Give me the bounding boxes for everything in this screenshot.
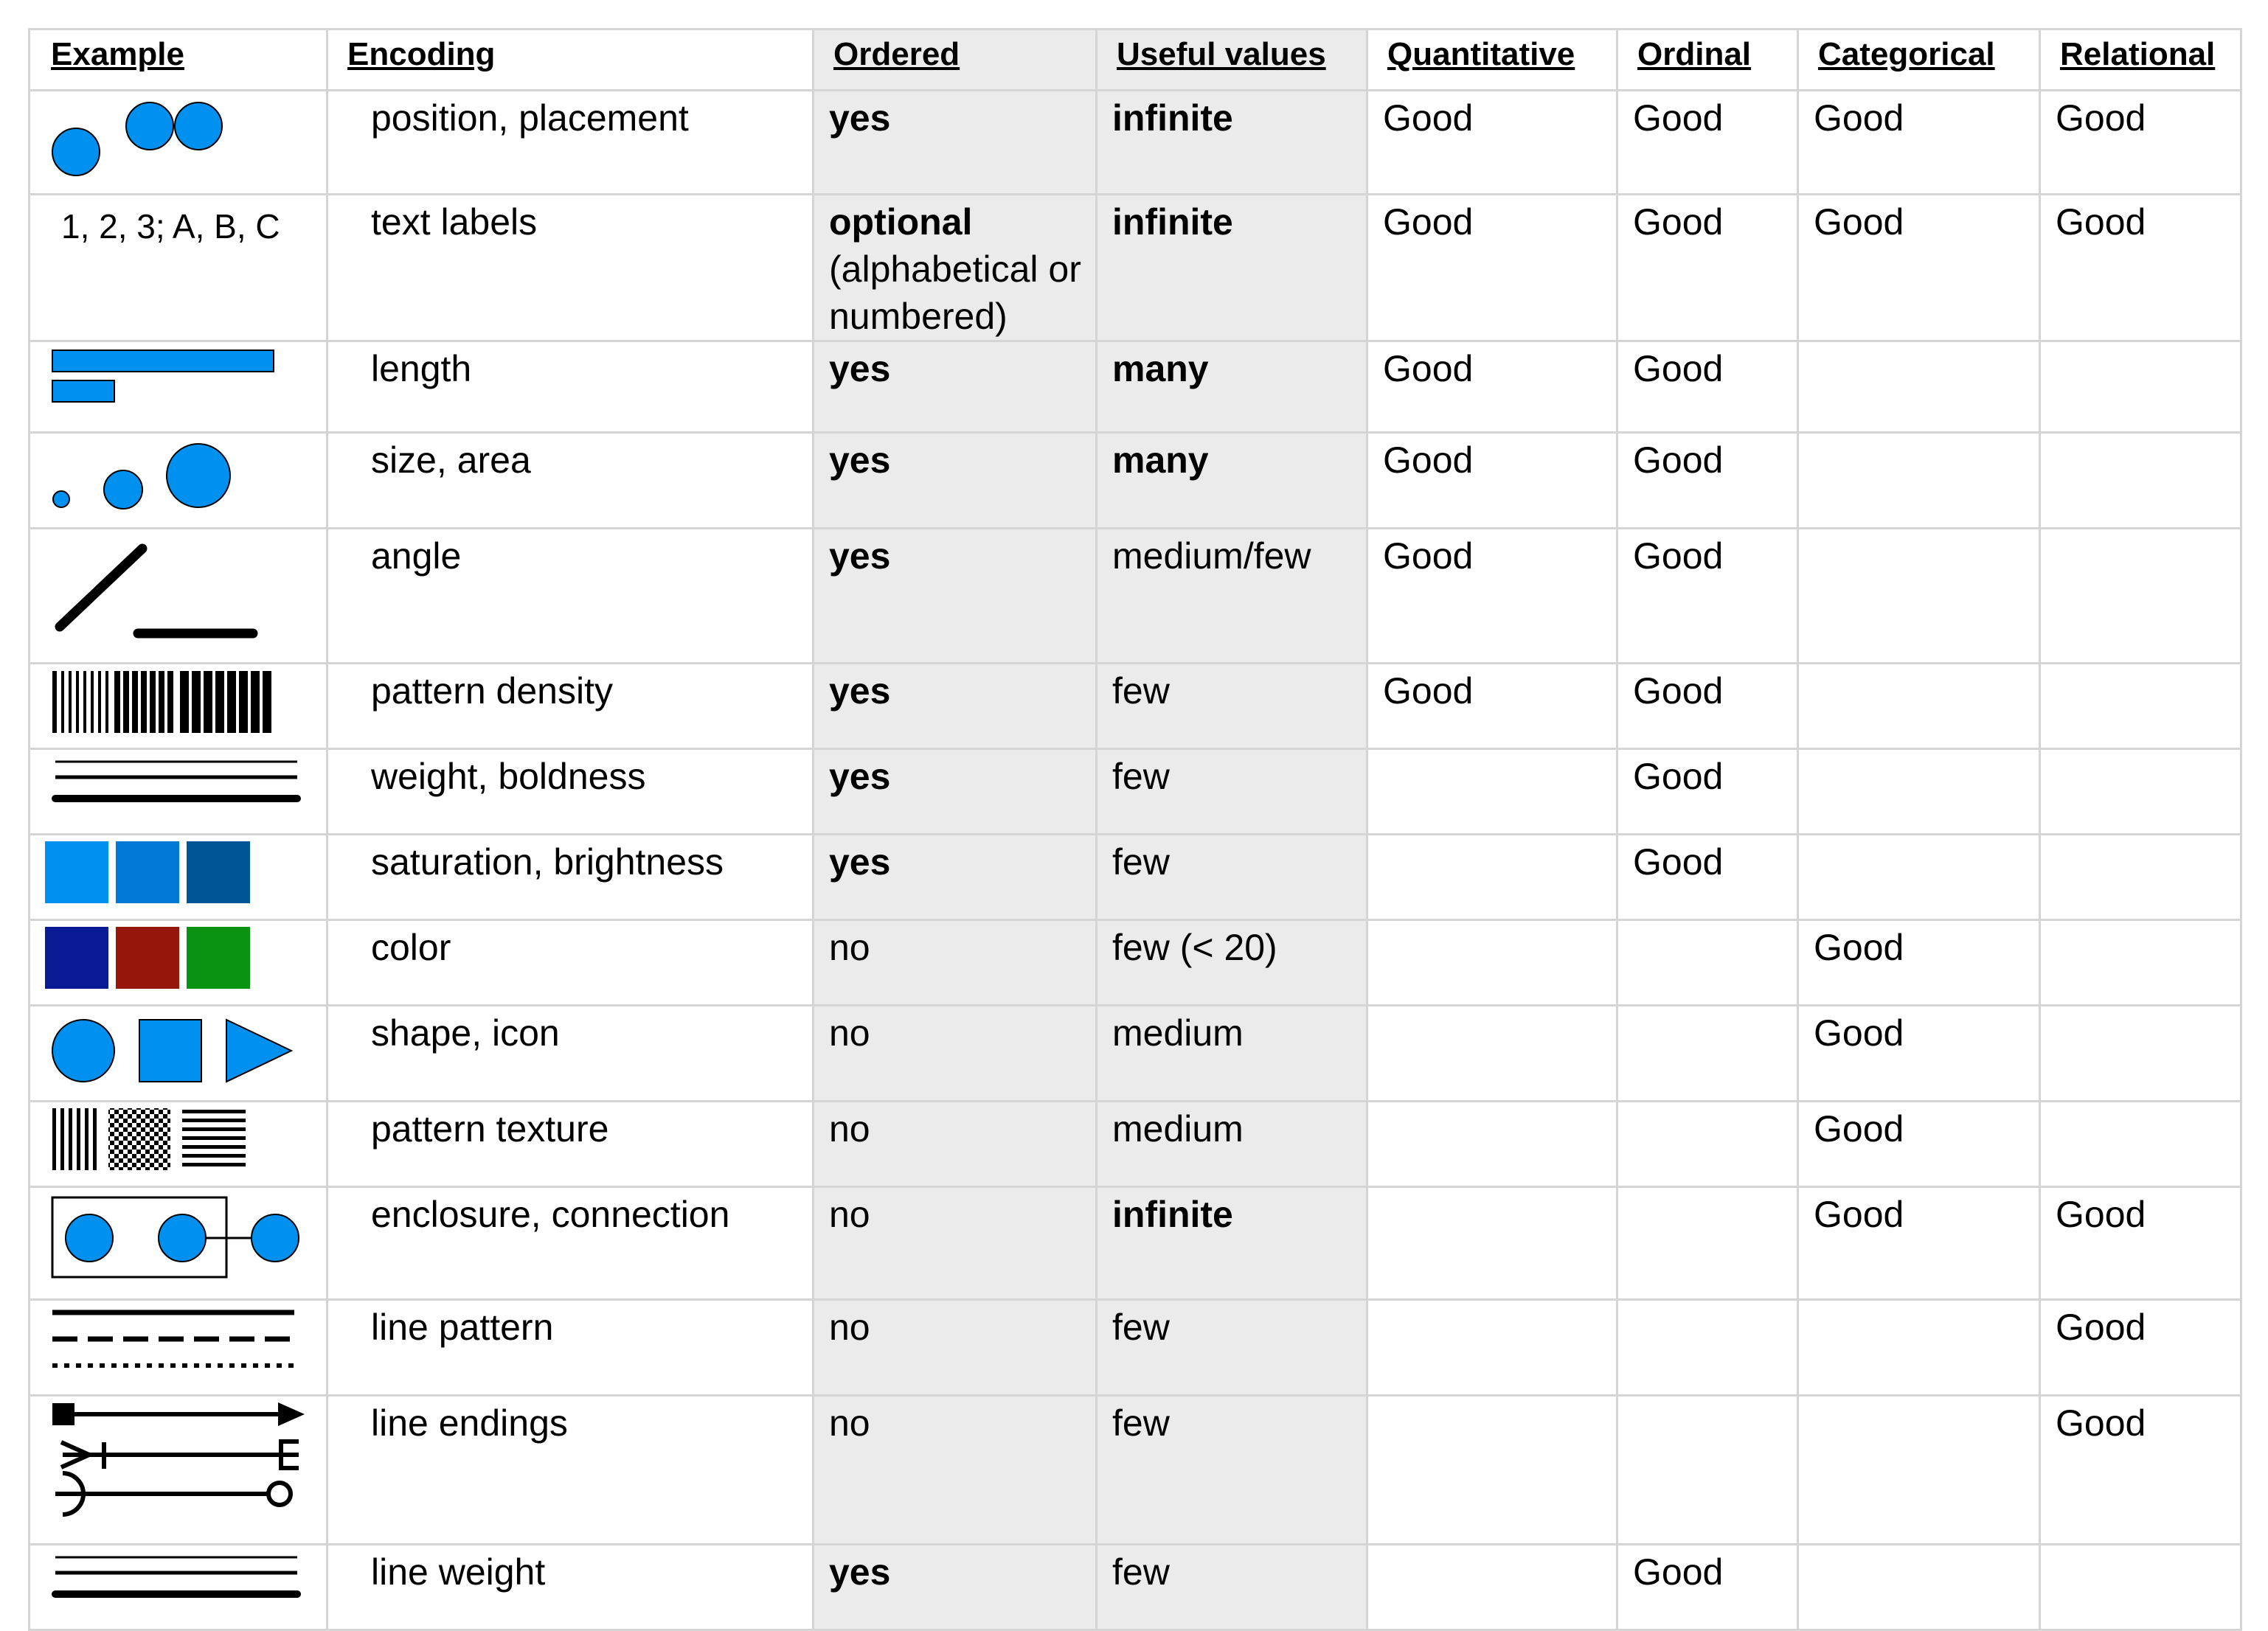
useful-cell: few	[1097, 1396, 1367, 1545]
example-cell	[30, 1300, 327, 1396]
example-cell	[30, 1545, 327, 1630]
encoding-cell: weight, boldness	[327, 749, 814, 835]
relational-cell	[2040, 749, 2241, 835]
categorical-cell	[1798, 664, 2040, 749]
encoding-cell: size, area	[327, 433, 814, 529]
ordered-cell: yes	[814, 433, 1097, 529]
length-bars-icon	[30, 345, 325, 431]
ordered-cell: no	[814, 920, 1097, 1006]
encoding-cell: pattern texture	[327, 1102, 814, 1187]
relational-cell	[2040, 1006, 2241, 1102]
ordered-cell: no	[814, 1396, 1097, 1545]
ordinal-cell	[1617, 1300, 1798, 1396]
relational-cell: Good	[2040, 91, 2241, 195]
ordered-cell: yes	[814, 91, 1097, 195]
saturation-swatches-icon	[30, 838, 325, 919]
header-example: Example	[30, 29, 327, 91]
table-row	[30, 529, 2241, 664]
ordered-cell: no	[814, 1187, 1097, 1300]
ordered-cell: yes	[814, 664, 1097, 749]
categorical-cell: Good	[1798, 1187, 2040, 1300]
header-quantitative: Quantitative	[1367, 29, 1617, 91]
categorical-cell	[1798, 529, 2040, 664]
header-ordered: Ordered	[814, 29, 1097, 91]
quantitative-cell	[1367, 1102, 1617, 1187]
relational-cell	[2040, 664, 2241, 749]
ordered-cell: yes	[814, 1545, 1097, 1630]
quantitative-cell	[1367, 1300, 1617, 1396]
table-row	[30, 1545, 2241, 1630]
enclosure-connection-icon	[30, 1191, 325, 1298]
categorical-cell	[1798, 835, 2040, 920]
quantitative-cell	[1367, 835, 1617, 920]
saturation-swatch	[187, 841, 250, 903]
ordered-cell: no	[814, 1300, 1097, 1396]
example-cell	[30, 664, 327, 749]
ordered-cell: yes	[814, 835, 1097, 920]
example-cell	[30, 1006, 327, 1102]
categorical-cell: Good	[1798, 1006, 2040, 1102]
ordered-cell: yes	[814, 749, 1097, 835]
color-swatch	[187, 927, 250, 989]
shape-icons-icon	[30, 1009, 325, 1100]
example-cell	[30, 1102, 327, 1187]
categorical-cell	[1798, 1300, 2040, 1396]
categorical-cell: Good	[1798, 1102, 2040, 1187]
quantitative-cell	[1367, 1396, 1617, 1545]
color-swatch	[116, 927, 179, 989]
example-cell	[30, 749, 327, 835]
encoding-cell: position, placement	[327, 91, 814, 195]
encoding-cell: pattern density	[327, 664, 814, 749]
quantitative-cell	[1367, 920, 1617, 1006]
useful-cell: few	[1097, 664, 1367, 749]
header-encoding: Encoding	[327, 29, 814, 91]
color-swatches-icon	[30, 924, 325, 1004]
useful-cell: infinite	[1097, 195, 1367, 341]
useful-cell: many	[1097, 433, 1367, 529]
categorical-cell	[1798, 1545, 2040, 1630]
header-categorical: Categorical	[1798, 29, 2040, 91]
categorical-cell: Good	[1798, 920, 2040, 1006]
useful-cell: few	[1097, 749, 1367, 835]
saturation-swatch	[45, 841, 108, 903]
pattern-texture-icon	[30, 1105, 325, 1186]
relational-cell	[2040, 1545, 2241, 1630]
ordered-cell	[814, 195, 1097, 341]
example-cell	[30, 341, 327, 433]
ordinal-cell: Good	[1617, 341, 1798, 433]
quantitative-cell	[1367, 1545, 1617, 1630]
encoding-cell: text labels	[327, 195, 814, 341]
ordered-value: optional	[829, 201, 973, 243]
quantitative-cell	[1367, 1006, 1617, 1102]
useful-cell: infinite	[1097, 1187, 1367, 1300]
useful-cell: few	[1097, 1545, 1367, 1630]
ordered-cell: yes	[814, 341, 1097, 433]
categorical-cell	[1798, 433, 2040, 529]
weight-lines-icon	[30, 753, 325, 833]
header-ordinal: Ordinal	[1617, 29, 1798, 91]
ordered-cell: no	[814, 1102, 1097, 1187]
angle-lines-icon	[30, 532, 325, 662]
ordinal-cell	[1617, 1006, 1798, 1102]
example-cell	[30, 1396, 327, 1545]
encoding-cell: angle	[327, 529, 814, 664]
categorical-cell	[1798, 749, 2040, 835]
relational-cell: Good	[2040, 1300, 2241, 1396]
quantitative-cell: Good	[1367, 341, 1617, 433]
table-row	[30, 1006, 2241, 1102]
relational-cell	[2040, 920, 2241, 1006]
line-pattern-icon	[30, 1304, 325, 1394]
useful-cell: few	[1097, 1300, 1367, 1396]
ordinal-cell: Good	[1617, 195, 1798, 341]
position-placement-icon	[30, 94, 325, 193]
table-row	[30, 433, 2241, 529]
table-row	[30, 749, 2241, 835]
table-row	[30, 664, 2241, 749]
encoding-table	[28, 28, 2242, 1631]
categorical-cell: Good	[1798, 195, 2040, 341]
table-row	[30, 91, 2241, 195]
ordinal-cell	[1617, 1102, 1798, 1187]
ordinal-cell: Good	[1617, 749, 1798, 835]
header-row	[30, 29, 2241, 91]
encoding-cell: line weight	[327, 1545, 814, 1630]
table-row	[30, 1187, 2241, 1300]
line-endings-icon	[30, 1399, 325, 1543]
saturation-swatch	[116, 841, 179, 903]
quantitative-cell: Good	[1367, 91, 1617, 195]
useful-cell: medium	[1097, 1102, 1367, 1187]
example-cell	[30, 195, 327, 341]
ordered-cell: yes	[814, 529, 1097, 664]
encoding-cell: length	[327, 341, 814, 433]
table-row	[30, 835, 2241, 920]
quantitative-cell	[1367, 1187, 1617, 1300]
ordinal-cell	[1617, 1187, 1798, 1300]
useful-cell: few (< 20)	[1097, 920, 1367, 1006]
line-weight-icon	[30, 1548, 325, 1629]
relational-cell: Good	[2040, 195, 2241, 341]
quantitative-cell	[1367, 749, 1617, 835]
encoding-cell: line endings	[327, 1396, 814, 1545]
encoding-cell: line pattern	[327, 1300, 814, 1396]
example-cell	[30, 529, 327, 664]
table-row	[30, 195, 2241, 341]
encoding-cell: shape, icon	[327, 1006, 814, 1102]
text-labels-example: 1, 2, 3; A, B, C	[61, 207, 280, 246]
ordered-cell: no	[814, 1006, 1097, 1102]
color-swatch	[45, 927, 108, 989]
ordinal-cell	[1617, 920, 1798, 1006]
ordinal-cell: Good	[1617, 1545, 1798, 1630]
example-cell	[30, 1187, 327, 1300]
encoding-cell: color	[327, 920, 814, 1006]
size-area-circles-icon	[30, 437, 325, 527]
useful-cell: few	[1097, 835, 1367, 920]
relational-cell	[2040, 433, 2241, 529]
table-row	[30, 1396, 2241, 1545]
quantitative-cell: Good	[1367, 664, 1617, 749]
quantitative-cell: Good	[1367, 433, 1617, 529]
quantitative-cell: Good	[1367, 529, 1617, 664]
ordinal-cell: Good	[1617, 529, 1798, 664]
encoding-cell: saturation, brightness	[327, 835, 814, 920]
table-row	[30, 1102, 2241, 1187]
ordinal-cell: Good	[1617, 835, 1798, 920]
useful-cell: medium	[1097, 1006, 1367, 1102]
useful-cell: medium/few	[1097, 529, 1367, 664]
table-row	[30, 1300, 2241, 1396]
table-row	[30, 341, 2241, 433]
encoding-cell: enclosure, connection	[327, 1187, 814, 1300]
ordinal-cell	[1617, 1396, 1798, 1545]
ordinal-cell: Good	[1617, 433, 1798, 529]
pattern-density-barcode-icon	[30, 667, 325, 748]
ordinal-cell: Good	[1617, 664, 1798, 749]
table-row	[30, 920, 2241, 1006]
header-relational: Relational	[2040, 29, 2241, 91]
example-cell	[30, 91, 327, 195]
relational-cell	[2040, 529, 2241, 664]
example-cell	[30, 835, 327, 920]
ordered-note: (alphabetical or numbered)	[829, 248, 1081, 337]
relational-cell	[2040, 1102, 2241, 1187]
useful-cell: infinite	[1097, 91, 1367, 195]
categorical-cell: Good	[1798, 91, 2040, 195]
relational-cell	[2040, 341, 2241, 433]
relational-cell	[2040, 835, 2241, 920]
categorical-cell	[1798, 341, 2040, 433]
useful-cell: many	[1097, 341, 1367, 433]
quantitative-cell: Good	[1367, 195, 1617, 341]
categorical-cell	[1798, 1396, 2040, 1545]
relational-cell: Good	[2040, 1187, 2241, 1300]
example-cell	[30, 920, 327, 1006]
ordinal-cell: Good	[1617, 91, 1798, 195]
relational-cell: Good	[2040, 1396, 2241, 1545]
example-cell	[30, 433, 327, 529]
header-useful-values: Useful values	[1097, 29, 1367, 91]
